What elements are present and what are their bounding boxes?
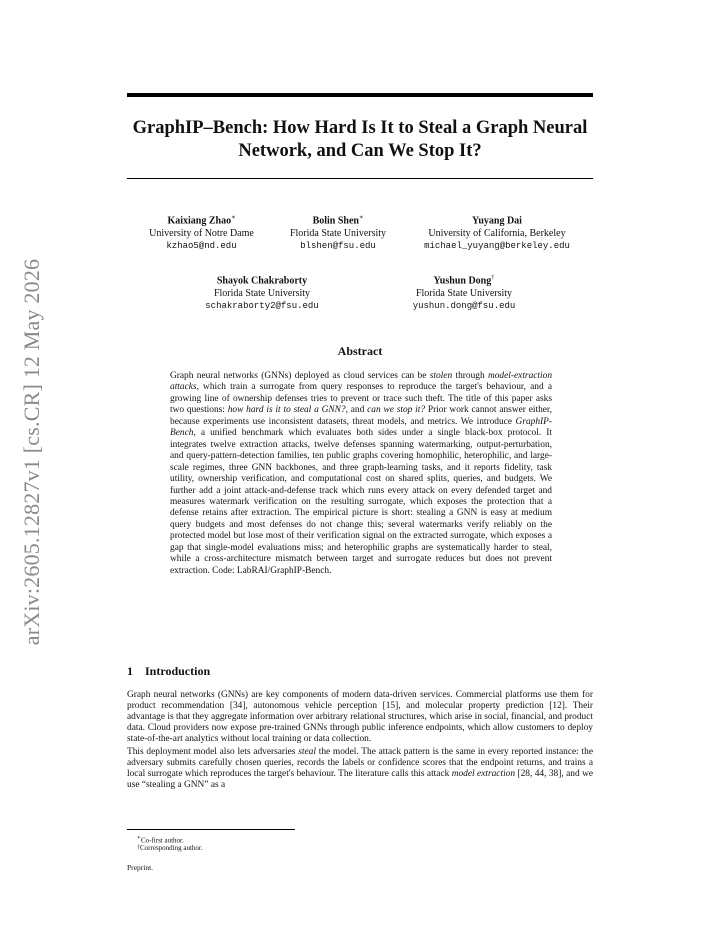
author-name: Yuyang Dai <box>472 215 522 227</box>
author-affiliation: University of Notre Dame <box>149 227 254 239</box>
author-name: Bolin Shen <box>312 215 359 227</box>
author-block <box>130 212 273 253</box>
title-rule-bottom <box>127 178 593 179</box>
footnote <box>137 844 203 853</box>
section-title: Introduction <box>145 664 211 678</box>
author-affiliation: University of California, Berkeley <box>428 227 566 239</box>
footnote-mark: † <box>137 845 140 851</box>
author-block <box>275 212 401 253</box>
body-paragraph: This deployment model also lets adversaries steal the model. The attack pattern is the same in every reported instance: the adversary submits carefully chosen queries, records the labels or confidence scores that the endpoint returns, and trains a local surrogate which reproduces the target's behaviour. The literature calls this attack model extraction [28, 44, 38], and we use “stealing a GNN” as a <box>127 747 593 790</box>
arxiv-identifier <box>20 258 44 646</box>
author-affiliation: Florida State University <box>415 287 513 299</box>
title-rule-top <box>127 93 593 97</box>
author-email[interactable]: michael_yuyang@berkeley.edu <box>424 241 570 252</box>
emphasis-text: steal <box>298 747 316 757</box>
preprint-label: Preprint. <box>127 863 154 872</box>
author-name: Kaixiang Zhao <box>167 215 232 227</box>
author-block <box>180 272 344 313</box>
abstract-heading: Abstract <box>337 344 383 358</box>
author-block <box>405 212 589 253</box>
author-email[interactable]: kzhao5@nd.edu <box>166 241 237 252</box>
paper-title: GraphIP–Bench: How Hard Is It to Steal a Graph Neural Network, and Can We Stop It? <box>132 118 588 161</box>
footnote-mark: ∗ <box>137 835 141 841</box>
author-affiliation: Florida State University <box>213 287 311 299</box>
emphasis-text: model extraction <box>451 769 516 779</box>
emphasis-text: GraphIP-Bench <box>170 416 552 439</box>
abstract-text: Graph neural networks (GNNs) deployed as cloud services can be stolen through model-extraction attacks, which train a surrogate from query responses to reproduce the target's behaviour, and a growing line of ownership defenses tries to prevent or trace such theft. The title of this paper asks two questions: how hard is it to steal a GNN?, and can we stop it? Prior work cannot answer either, because experiments use inconsistent datasets, threat models, and metrics. We introduce GraphIP-Bench, a unified benchmark which evaluates both sides under a single black-box protocol. It integrates twelve extraction attacks, twelve defenses spanning watermarking, output-perturbation, and query-pattern-detection families, ten public graphs covering homophilic, heterophilic, and large-scale regimes, three GNN backbones, and three graph-learning tasks, and it reports fidelity, task utility, ownership verification, and computational cost on shared splits, queries, and budgets. We further add a joint attack-and-defense track which runs every attack on every defended target and measures watermark verification on the resulting surrogate, which exposes the protection that a defense retains after extraction. The empirical picture is short: stealing a GNN is easy at medium query budgets and most defenses do not change this; several watermarks verify reliably on the protected model but lose most of their verification signal on the extracted surrogate, which exposes a gap that single-model evaluations miss; and heterophilic graphs are systematically harder to steal, while a cross-architecture mismatch between target and surrogate reduces but does not prevent extraction. Code: LabRAI/GraphIP-Bench. <box>170 371 553 576</box>
body-paragraph: Graph neural networks (GNNs) are key components of modern data-driven services. Commercial platforms use them for product recommendation [34], autonomous vehicle perception [15], and molecular property prediction [12]. Their advantage is that they aggregate information over arbitrary relational structures, which arise in social, financial, and product data. Cloud providers now expose pre-trained GNNs through public inference endpoints, which allow customers to deploy state-of-the-art analytics without local training or data collection. <box>127 690 593 744</box>
footnote-text: Co-first author. <box>140 836 184 845</box>
emphasis-text: model-extraction attacks <box>170 371 553 393</box>
author-affiliation: Florida State University <box>289 227 387 239</box>
emphasis-text: how hard is it to steal a GNN? <box>227 405 346 416</box>
emphasis-text: can we stop it? <box>367 405 426 416</box>
author-email[interactable]: blshen@fsu.edu <box>300 241 376 252</box>
section-heading <box>127 664 210 679</box>
author-name: Shayok Chakraborty <box>216 275 308 287</box>
author-block <box>386 272 542 313</box>
author-mark: † <box>491 274 495 281</box>
author-name: Yushun Dong <box>433 275 492 287</box>
author-mark: ∗ <box>231 214 236 221</box>
footnote-text: Corresponding author. <box>140 844 203 852</box>
section-number: 1 <box>127 664 133 678</box>
footnote-rule <box>127 829 295 830</box>
author-email[interactable]: schakraborty2@fsu.edu <box>205 301 319 312</box>
author-mark: ∗ <box>359 214 364 221</box>
emphasis-text: stolen <box>429 371 453 381</box>
author-email[interactable]: yushun.dong@fsu.edu <box>412 301 516 312</box>
arxiv-identifier-text: arXiv:2605.12827v1 [cs.CR] 12 May 2026 <box>19 258 44 646</box>
